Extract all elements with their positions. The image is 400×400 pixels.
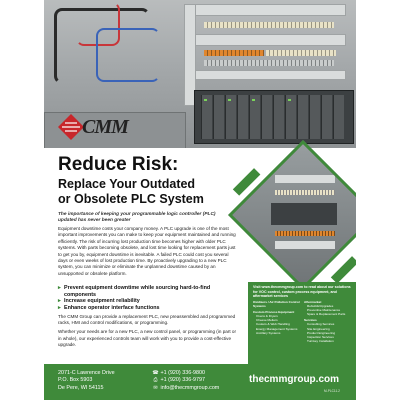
headline-tagline: The importance of keeping your programmable logic controller (PLC) updated has never been greater: [58, 212, 216, 223]
address-line: P.O. Box 5903: [58, 377, 93, 384]
service-item: Rebuilds/Upgrades: [307, 304, 334, 309]
body-paragraph: Whether your needs are for a new PLC, a new control panel, or programming (in part or in whole), our experienced controls team will work with you to provide a cost-effective upgrade.: [58, 329, 236, 347]
service-item: Inspection Services: [307, 334, 334, 339]
benefit-item: ▸ Prevent equipment downtime while sourcing hard-to-find components: [58, 285, 238, 298]
subtitle-line: Replace Your Outdated: [58, 177, 196, 191]
benefit-item: ▸ Enhance operator interface functions: [58, 305, 238, 312]
service-item: Spare & Replacement Parts: [307, 312, 346, 317]
service-item: Coolers & Web Handling: [256, 322, 290, 327]
document-code: M-PLC11.2: [324, 389, 340, 393]
services-right-column: [304, 298, 354, 343]
service-item: Energy Management Systems: [256, 326, 298, 331]
closing-text: [58, 314, 238, 351]
logo-wordmark: CMM: [82, 116, 128, 138]
service-item: Consulting Services: [307, 322, 335, 327]
service-item: Turnkey Installation: [307, 338, 334, 343]
control-panel-photo: [236, 148, 356, 276]
benefit-item: ▸ Increase equipment reliability: [58, 298, 238, 305]
intro-text: [58, 226, 238, 277]
subtitle-line: or Obsolete PLC System: [58, 192, 204, 206]
address-block: [58, 370, 115, 392]
services-heading: Visit www.thecmmgroup.com to read about our solutions for VOC control, custom process equipment, and aftermarket services: [253, 285, 351, 299]
service-item: Site Engineering: [307, 326, 330, 331]
headline-title: Reduce Risk:: [58, 154, 179, 175]
brochure-page: [44, 0, 356, 400]
website-link[interactable]: thecmmgroup.com: [249, 374, 340, 385]
service-item: Cheese Melters: [256, 318, 278, 323]
service-item: Ovens & Dryers: [256, 314, 278, 319]
cmm-logo: [56, 108, 146, 148]
service-group: Oxidizers / Air Pollution Control Systems: [253, 300, 300, 309]
fax-icon: ⎙: [153, 377, 158, 384]
fax-number: +1 (920) 336-9797: [160, 377, 206, 384]
email-icon: ✉: [153, 384, 158, 391]
services-left-column: [253, 298, 303, 335]
service-group: Custom Process Equipment: [253, 310, 295, 315]
service-item: Preventive Maintenance: [307, 308, 341, 313]
email-link[interactable]: info@thecmmgroup.com: [160, 384, 220, 391]
service-group: Services: [304, 318, 317, 323]
phone-number[interactable]: +1 (920) 336-9800: [160, 370, 206, 376]
contact-block: [152, 370, 219, 392]
service-group: Aftermarket: [304, 300, 322, 304]
address-line: 2071-C Lawrence Drive: [58, 370, 115, 376]
phone-icon: ☎: [152, 370, 159, 376]
footer-bar: [44, 364, 356, 400]
address-line: De Pere, WI 54115: [58, 384, 104, 391]
intro-paragraph: Equipment downtime costs your company money. A PLC upgrade is one of the most important improvements you can make to keep your equipment maintained and running efficiently. The risk of incurring lost production time becomes higher with older PLC systems. With parts becoming obsolete, and lost time looking for replacement parts just to get you by, equipment downtime is inevitable. A failed PLC could cost you several days or even weeks of lost production time. By proactively upgrading to a new PLC system, you can minimize or eliminate the unplanned downtime caused by an unsupported or obsolete platform.: [58, 226, 236, 276]
body-paragraph: The CMM Group can provide a replacement PLC, new preassembled and programmed racks, HMI and control modifications, or programming.: [58, 314, 236, 326]
service-item: Ancillary Systems: [256, 330, 281, 335]
service-item: Product Engineering: [307, 330, 336, 335]
benefit-list: [58, 285, 238, 311]
headline-subtitle: [58, 177, 228, 207]
services-panel: [248, 282, 356, 364]
